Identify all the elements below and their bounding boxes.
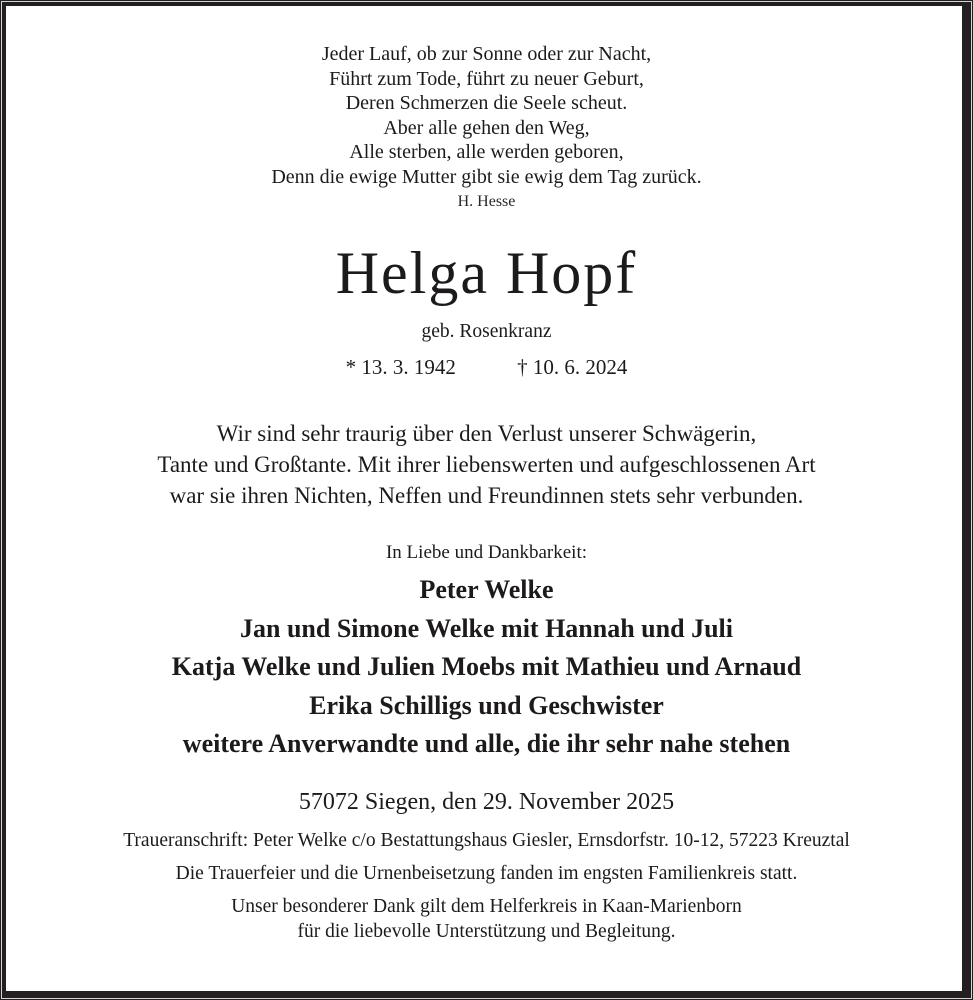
mourners-intro: In Liebe und Dankbarkeit:: [385, 542, 587, 563]
thanks-line: für die liebevolle Unterstützung und Begleitung.: [297, 920, 676, 942]
poem-line: Denn die ewige Mutter gibt sie ewig dem Tag zurück.: [271, 165, 702, 188]
mourner-line: Jan und Simone Welke mit Hannah und Juli: [240, 613, 733, 643]
maiden-name: geb. Rosenkranz: [421, 321, 552, 342]
poem-line: Jeder Lauf, ob zur Sonne oder zur Nacht,: [321, 43, 652, 65]
service-note: Die Trauerfeier und die Urnenbeisetzung fanden im engsten Familienkreis statt.: [175, 862, 798, 884]
notice-content: [2, 42, 971, 944]
mourner-line: Erika Schilligs und Geschwister: [309, 690, 664, 720]
death-date: † 10. 6. 2024: [517, 355, 628, 379]
mourning-address: Traueranschrift: Peter Welke c/o Bestattungshaus Giesler, Ernsdorfstr. 10-12, 57223 Kreuztal: [123, 829, 850, 851]
poem-attribution: H. Hesse: [457, 193, 516, 210]
tribute-line: war sie ihren Nichten, Neffen und Freundinnen stets sehr verbunden.: [169, 483, 804, 508]
thanks-note: [2, 894, 971, 944]
mourner-line: weitere Anverwandte und alle, die ihr sehr nahe stehen: [182, 729, 791, 758]
city-date-line: 57072 Siegen, den 29. November 2025: [298, 788, 675, 815]
mourner-line: Katja Welke und Julien Moebs mit Mathieu und Arnaud: [171, 652, 802, 681]
poem: [2, 42, 971, 189]
deceased-name: Helga Hopf: [335, 240, 638, 306]
life-dates: [2, 354, 971, 380]
mourners-list: [2, 571, 971, 764]
birth-date: * 13. 3. 1942: [345, 355, 456, 379]
poem-line: Aber alle gehen den Weg,: [383, 116, 590, 139]
thanks-line: Unser besonderer Dank gilt dem Helferkreis in Kaan-Marienborn: [231, 895, 742, 917]
tribute-line: Wir sind sehr traurig über den Verlust unserer Schwägerin,: [216, 421, 757, 446]
poem-line: Deren Schmerzen die Seele scheut.: [345, 92, 628, 114]
mourner-line: Peter Welke: [419, 575, 554, 604]
tribute-line: Tante und Großtante. Mit ihrer liebenswerten und aufgeschlossenen Art: [157, 452, 816, 477]
tribute-text: [2, 418, 971, 511]
poem-line: Alle sterben, alle werden geboren,: [349, 141, 624, 163]
notice-inner-border: [1, 1, 972, 999]
poem-line: Führt zum Tode, führt zu neuer Geburt,: [329, 67, 644, 90]
